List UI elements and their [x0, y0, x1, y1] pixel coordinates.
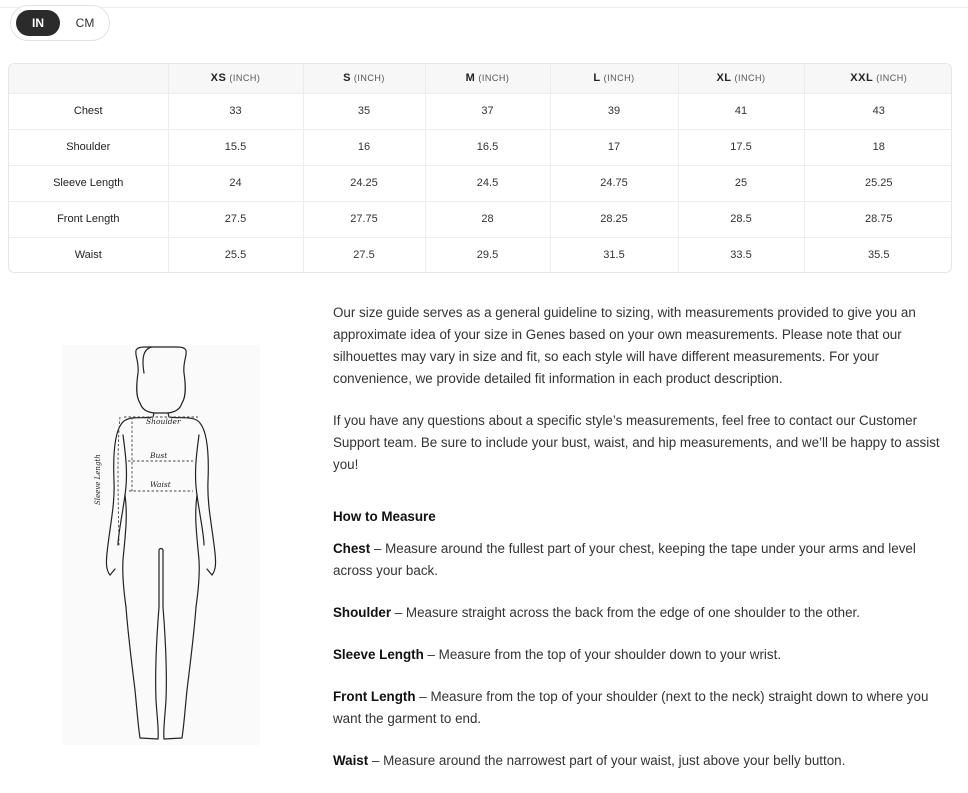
table-cell: 18: [804, 129, 952, 165]
size-header-l: L (INCH): [550, 64, 678, 93]
table-cell: 24: [168, 165, 303, 201]
row-label: Chest: [9, 93, 168, 129]
row-label: Front Length: [9, 201, 168, 237]
row-label: Shoulder: [9, 129, 168, 165]
table-cell: 16.5: [425, 129, 550, 165]
table-row: [9, 237, 952, 273]
measurement-figure: [62, 345, 260, 745]
table-cell: 29.5: [425, 237, 550, 273]
measure-desc: – Measure straight across the back from the edge of one shoulder to the other.: [391, 605, 860, 620]
table-cell: 25.5: [168, 237, 303, 273]
size-chart: [8, 63, 952, 273]
table-cell: 41: [678, 93, 804, 129]
silhouette-outline: [106, 347, 215, 739]
size-table: [9, 64, 952, 273]
table-cell: 39: [550, 93, 678, 129]
shoulder-label: Shoulder: [146, 417, 181, 426]
table-cell: 31.5: [550, 237, 678, 273]
table-cell: 43: [804, 93, 952, 129]
table-cell: 17.5: [678, 129, 804, 165]
row-label: Sleeve Length: [9, 165, 168, 201]
table-cell: 24.5: [425, 165, 550, 201]
measure-desc: – Measure around the narrowest part of your waist, just above your belly button.: [368, 753, 846, 768]
measure-desc: – Measure from the top of your shoulder (next to the neck) straight down to where you want the garment to end.: [333, 689, 929, 726]
measure-term: Front Length: [333, 689, 416, 704]
size-header-m: M (INCH): [425, 64, 550, 93]
body-silhouette-illustration: [62, 345, 260, 745]
table-cell: 28.75: [804, 201, 952, 237]
table-cell: 37: [425, 93, 550, 129]
top-divider: [0, 7, 968, 8]
size-header-row: [9, 64, 952, 93]
measure-item-front-length: [333, 686, 953, 730]
measure-desc: – Measure from the top of your shoulder down to your wrist.: [423, 647, 782, 662]
unit-option-cm[interactable]: CM: [75, 16, 95, 30]
measure-item-chest: [333, 538, 953, 582]
measure-item-shoulder: [333, 602, 953, 624]
header-corner: [9, 64, 168, 93]
measure-desc: – Measure around the fullest part of your chest, keeping the tape under your arms and level across your back.: [333, 541, 916, 578]
size-header-xxl: XXL (INCH): [804, 64, 952, 93]
table-cell: 33: [168, 93, 303, 129]
table-cell: 28.5: [678, 201, 804, 237]
size-header-s: S (INCH): [303, 64, 425, 93]
table-row: [9, 129, 952, 165]
table-cell: 25: [678, 165, 804, 201]
table-cell: 24.25: [303, 165, 425, 201]
table-cell: 25.25: [804, 165, 952, 201]
table-cell: 24.75: [550, 165, 678, 201]
table-cell: 17: [550, 129, 678, 165]
waist-label: Waist: [150, 480, 171, 489]
measure-item-sleeve-length: [333, 644, 953, 666]
table-cell: 28.25: [550, 201, 678, 237]
table-cell: 27.75: [303, 201, 425, 237]
contact-paragraph: If you have any questions about a specific style’s measurements, feel free to contact our Customer Support team. Be sure to include your bust, waist, and hip measurements, and we’ll be happy to assist you!: [333, 413, 940, 472]
table-row: [9, 201, 952, 237]
table-cell: 16: [303, 129, 425, 165]
measure-term: Chest: [333, 541, 371, 556]
intro-paragraph: Our size guide serves as a general guideline to sizing, with measurements provided to give you an approximate idea of your size in Genes based on your own measurements. Please note that our silhouettes may vary in size and fit, so each style will have different measurements. For your convenience, we provide detailed fit information in each product description.: [333, 305, 916, 386]
row-label: Waist: [9, 237, 168, 273]
table-cell: 33.5: [678, 237, 804, 273]
measure-term: Waist: [333, 753, 369, 768]
unit-toggle[interactable]: [10, 5, 110, 41]
table-cell: 15.5: [168, 129, 303, 165]
table-row: [9, 165, 952, 201]
measure-term: Shoulder: [333, 605, 392, 620]
how-to-measure-heading: How to Measure: [333, 509, 436, 524]
size-header-xs: XS (INCH): [168, 64, 303, 93]
sleeve-length-label: Sleeve Length: [94, 454, 102, 505]
measure-item-waist: [333, 750, 953, 772]
table-cell: 35: [303, 93, 425, 129]
unit-option-in[interactable]: IN: [16, 10, 60, 36]
table-cell: 35.5: [868, 249, 890, 262]
table-row: [9, 93, 952, 129]
size-header-xl: XL (INCH): [678, 64, 804, 93]
bust-label: Bust: [150, 451, 168, 460]
table-cell: 27.5: [303, 237, 425, 273]
table-cell: 27.5: [168, 201, 303, 237]
measure-term: Sleeve Length: [333, 647, 424, 662]
size-guide-text: [333, 302, 953, 772]
table-cell: 28: [425, 201, 550, 237]
